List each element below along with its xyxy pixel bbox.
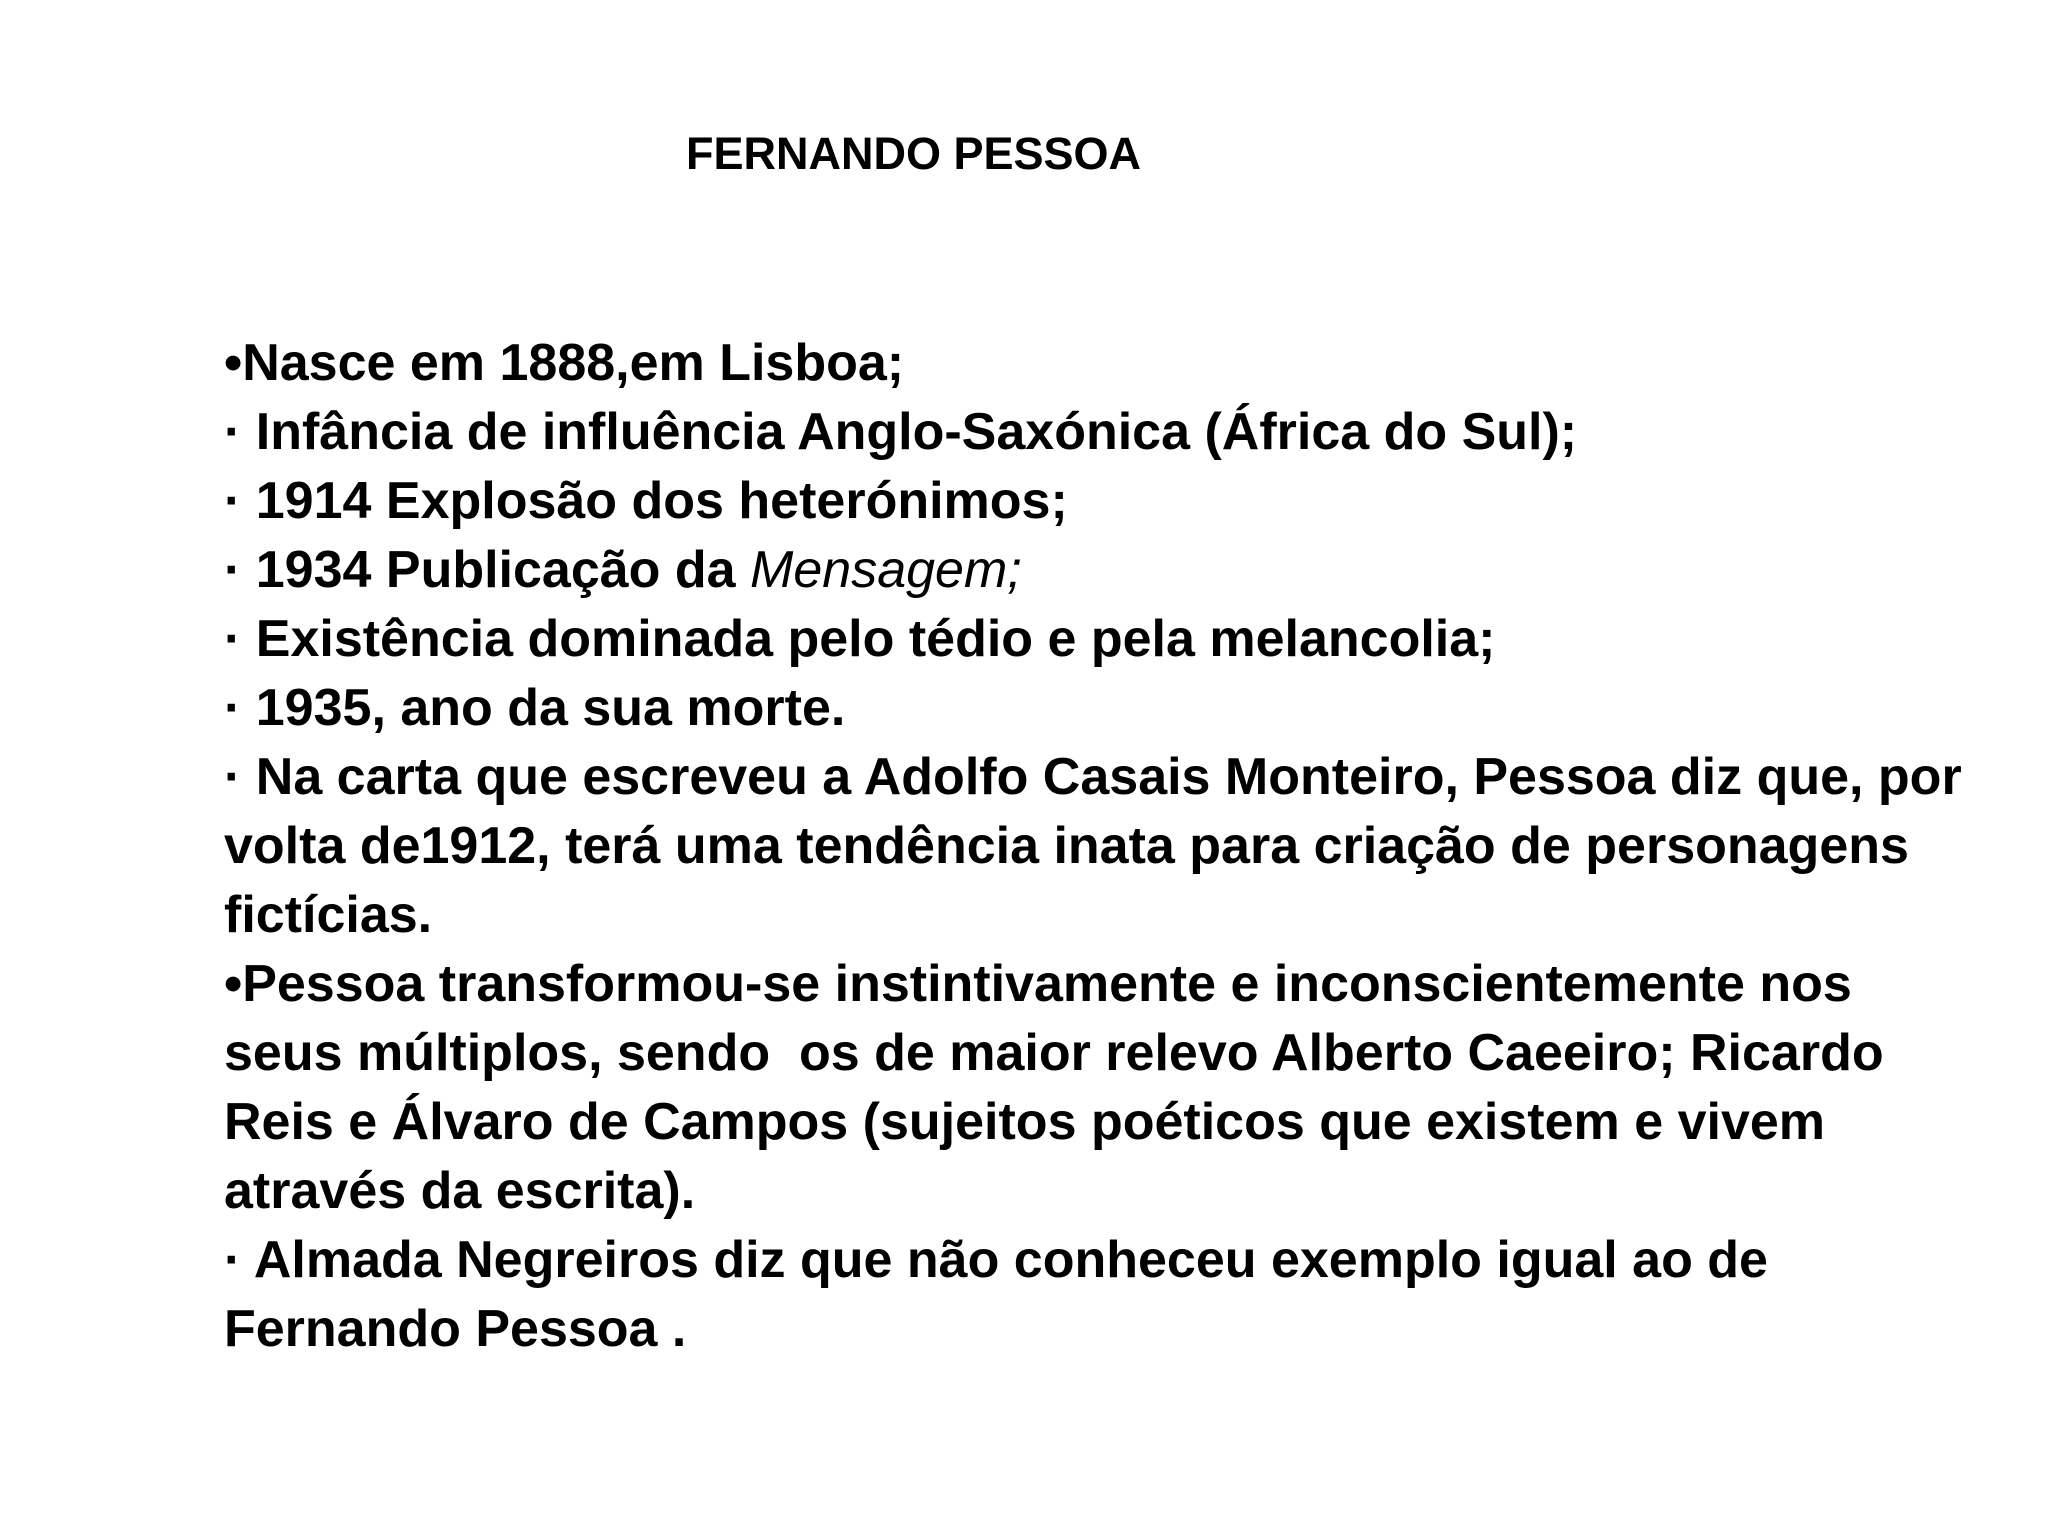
bullet-childhood: · Infância de influência Anglo-Saxónica (África do Sul); bbox=[224, 403, 1578, 461]
bullet-existence: · Existência dominada pelo tédio e pela melancolia; bbox=[224, 610, 1496, 668]
bullet-death: · 1935, ano da sua morte. bbox=[224, 679, 846, 737]
bullet-mensagem bbox=[224, 536, 1984, 605]
bullet-almada: · Almada Negreiros diz que não conheceu exemplo igual ao de Fernando Pessoa . bbox=[224, 1231, 1783, 1358]
book-title-mensagem: Mensagem; bbox=[750, 541, 1022, 599]
bullet-mensagem-text: · 1934 Publicação da bbox=[224, 541, 751, 599]
bullet-heteronyms: · 1914 Explosão dos heterónimos; bbox=[224, 472, 1068, 530]
bullet-multiples: •Pessoa transformou-se instintivamente e inconscientemente nos seus múltiplos, sendo os de maior relevo Alberto Caeeiro; Ricardo Reis e Álvaro de Campos (sujeitos poéticos que existem e vivem através da escrita). bbox=[224, 955, 1899, 1220]
bullet-birth: •Nasce em 1888,em Lisboa; bbox=[224, 334, 905, 392]
bullet-letter: · Na carta que escreveu a Adolfo Casais Monteiro, Pessoa diz que, por volta de1912, terá uma tendência inata para criação de personagens fictícias. bbox=[224, 748, 1977, 944]
slide-title: FERNANDO PESSOA bbox=[686, 128, 1142, 179]
slide-body bbox=[224, 329, 1984, 1364]
